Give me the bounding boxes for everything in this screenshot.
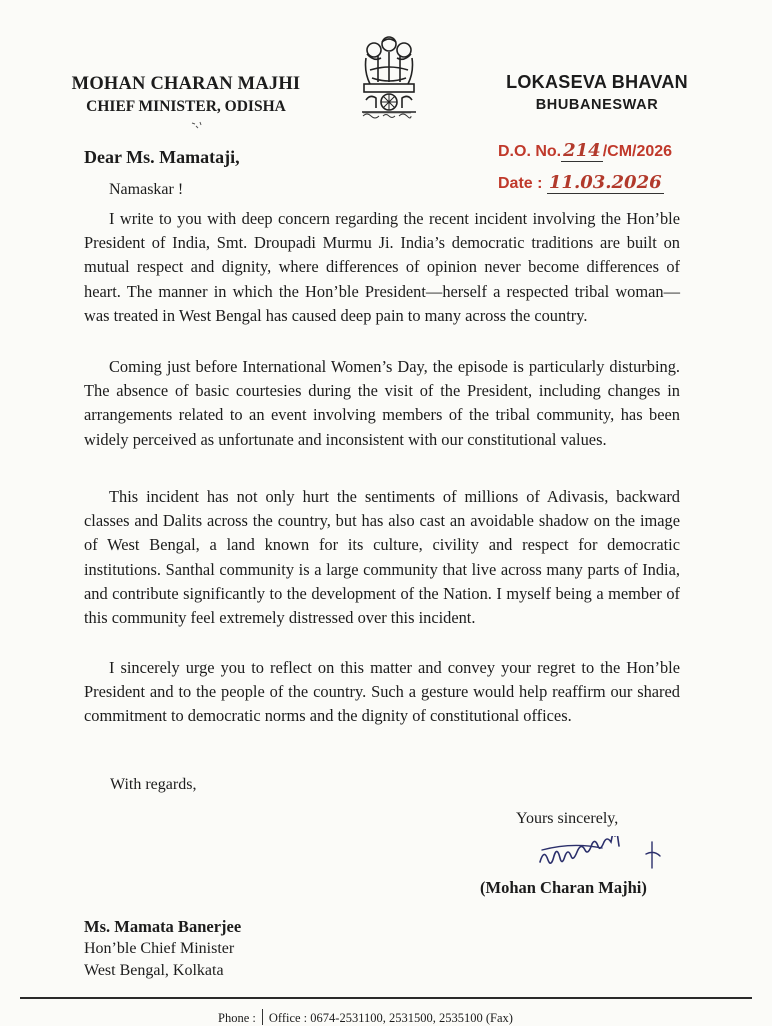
- paper-mark: [190, 120, 204, 130]
- do-number-handwritten: 214: [563, 140, 601, 161]
- handwritten-signature: [534, 836, 674, 876]
- footer-contact: [218, 1009, 513, 1026]
- greeting: Namaskar !: [109, 181, 184, 198]
- motto-text: [361, 110, 413, 120]
- valediction: Yours sincerely,: [516, 810, 619, 827]
- date-label: Date :: [498, 175, 543, 192]
- letterhead-sender: [36, 74, 336, 116]
- office-name: LOKASEVA BHAVAN: [506, 72, 688, 92]
- sender-title: CHIEF MINISTER, ODISHA: [86, 98, 286, 115]
- do-suffix: /CM/2026: [602, 143, 673, 160]
- addressee-block: [84, 916, 241, 982]
- addressee-name: Ms. Mamata Banerjee: [84, 917, 242, 936]
- addressee-designation: Hon’ble Chief Minister: [84, 940, 235, 957]
- paragraph-4: I sincerely urge you to reflect on this matter and convey your regret to the Hon’ble President and to the people of the country. Such a gesture would help reaffirm our shared commitment to democratic norms and the dignity of constitutional offices.: [84, 658, 680, 726]
- addressee-location: West Bengal, Kolkata: [84, 962, 224, 979]
- office-city: BHUBANESWAR: [535, 97, 659, 113]
- letterhead-office: [486, 72, 708, 113]
- salutation: Dear Ms. Mamataji,: [84, 147, 240, 167]
- footer-separator: [262, 1009, 263, 1025]
- paragraph-1: I write to you with deep concern regarding the recent incident involving the Hon’ble President of India, Smt. Droupadi Murmu Ji. India’s democratic traditions are built on mutual respect and dignity, where differences of opinion never become differences of heart. The manner in which the Hon’ble President—herself a respected tribal woman—was treated in West Bengal has caused deep pain to many across the country.: [84, 209, 680, 325]
- office-phone: Office : 0674-2531100, 2531500, 2535100 (Fax): [268, 1011, 513, 1025]
- phone-label: Phone :: [218, 1011, 256, 1025]
- do-number: [498, 140, 672, 161]
- closing: With regards,: [110, 776, 197, 793]
- signatory-name: (Mohan Charan Majhi): [480, 878, 647, 897]
- do-label: D.O. No.: [498, 143, 562, 160]
- date-handwritten: 11.03.2026: [548, 172, 662, 193]
- letter-date: [498, 172, 664, 193]
- paragraph-3: This incident has not only hurt the sentiments of millions of Adivasis, backward classes and Dalits across the country, but has also cast an avoidable shadow on the image of West Bengal, a land known for its culture, civility and respect for democratic institutions. Santhal community is a large community that live across many parts of India, and contribute significantly to the development of the Nation. I myself being a member of this community feel extremely distressed over this incident.: [84, 487, 680, 628]
- footer-divider: [20, 997, 752, 999]
- sender-name: MOHAN CHARAN MAJHI: [71, 74, 301, 94]
- paragraph-2: Coming just before International Women’s Day, the episode is particularly disturbing. The absence of basic courtesies during the visit of the President, including changes in arrangements related to an event involving members of the tribal community, has been widely perceived as unfortunate and inconsistent with our constitutional values.: [84, 357, 680, 449]
